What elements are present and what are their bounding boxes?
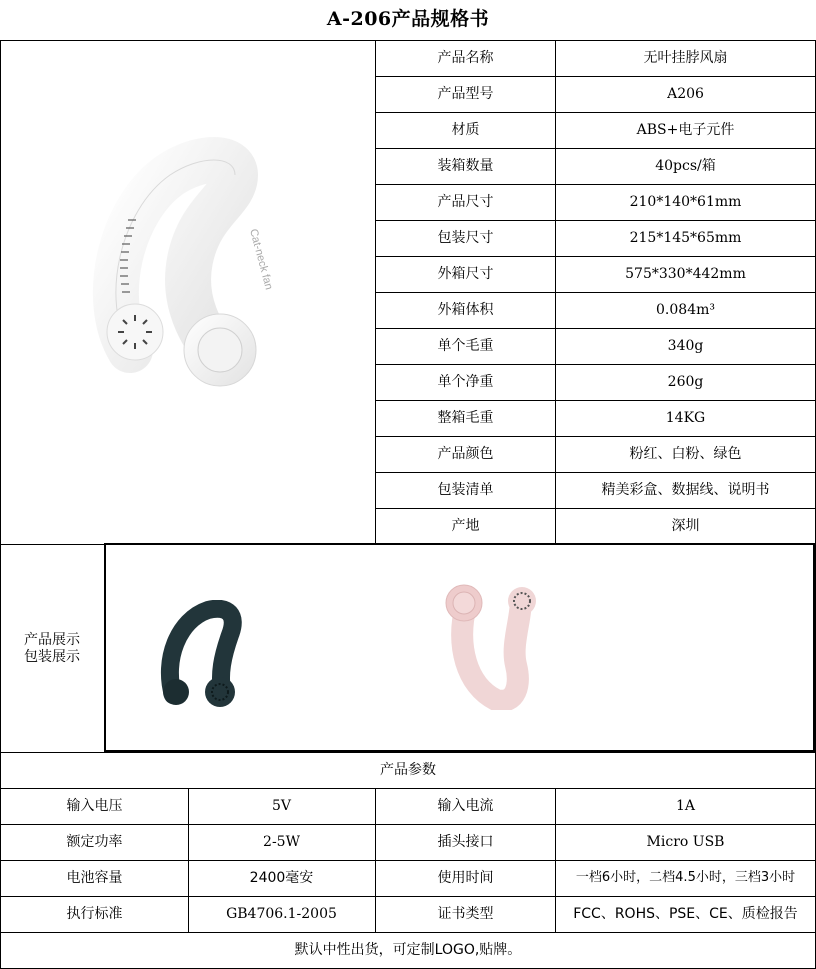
dark-fan-image [158,600,248,715]
param-value: 1A [675,797,696,814]
spec-value: 深圳 [671,517,700,534]
spec-value: 340g [667,337,704,354]
param-value: FCC、ROHS、PSE、CE、质检报告 [573,905,798,922]
neck-fan-dark-green-icon [158,600,248,715]
showcase-label-line2: 包装展示 [24,648,80,665]
svg-text:Cat-neck fan: Cat-neck fan [247,227,275,292]
spec-label: 材质 [451,121,480,138]
param-label: 输入电压 [66,797,123,814]
spec-label: 产品型号 [437,85,494,102]
param-label: 输入电流 [437,797,494,814]
param-label: 使用时间 [437,869,494,886]
footer-note: 默认中性出货，可定制LOGO,贴牌。 [294,942,522,959]
spec-label: 整箱毛重 [437,409,494,426]
spec-value: 无叶挂脖风扇 [643,49,728,66]
spec-value: A206 [667,85,704,102]
product-image [60,120,340,410]
spec-label: 单个毛重 [437,337,494,354]
spec-value: 0.084m³ [656,301,715,318]
spec-value: 210*140*61mm [629,193,742,210]
spec-label: 产地 [451,517,480,534]
spec-value: 精美彩盒、数据线、说明书 [601,481,770,498]
param-label: 电池容量 [66,869,123,886]
page-title: A-206产品规格书 [326,8,490,31]
showcase-label-line1: 产品展示 [24,632,80,649]
pink-fan-image [436,575,546,710]
spec-value: 40pcs/箱 [655,157,716,174]
param-label: 执行标准 [66,905,123,922]
spec-value: ABS+电子元件 [636,121,735,138]
showcase-label [0,545,104,752]
spec-value: 260g [667,373,704,390]
param-value: 2-5W [263,833,300,850]
spec-value: 14KG [665,409,706,426]
spec-label: 产品颜色 [437,445,494,462]
spec-label: 装箱数量 [437,157,494,174]
spec-label: 包装尺寸 [437,229,494,246]
neck-fan-white-icon [60,120,340,410]
neck-fan-pink-icon [436,575,546,710]
param-value: 2400毫安 [249,869,314,886]
spec-label: 产品名称 [437,49,494,66]
param-label: 额定功率 [66,833,123,850]
spec-label: 单个净重 [437,373,494,390]
spec-label: 外箱体积 [437,301,494,318]
param-value: 5V [271,797,292,814]
param-label: 插头接口 [437,833,494,850]
param-label: 证书类型 [437,905,494,922]
spec-label: 外箱尺寸 [437,265,494,282]
params-header: 产品参数 [380,762,436,779]
param-value: GB4706.1-2005 [226,905,337,922]
showcase-panel [104,543,815,752]
spec-label: 包装清单 [437,481,494,498]
param-value: 一档6小时，二档4.5小时，三档3小时 [575,869,796,885]
spec-value: 575*330*442mm [625,265,746,282]
spec-value: 215*145*65mm [629,229,742,246]
spec-label: 产品尺寸 [437,193,494,210]
param-value: Micro USB [646,833,725,850]
spec-value: 粉红、白粉、绿色 [629,445,742,462]
